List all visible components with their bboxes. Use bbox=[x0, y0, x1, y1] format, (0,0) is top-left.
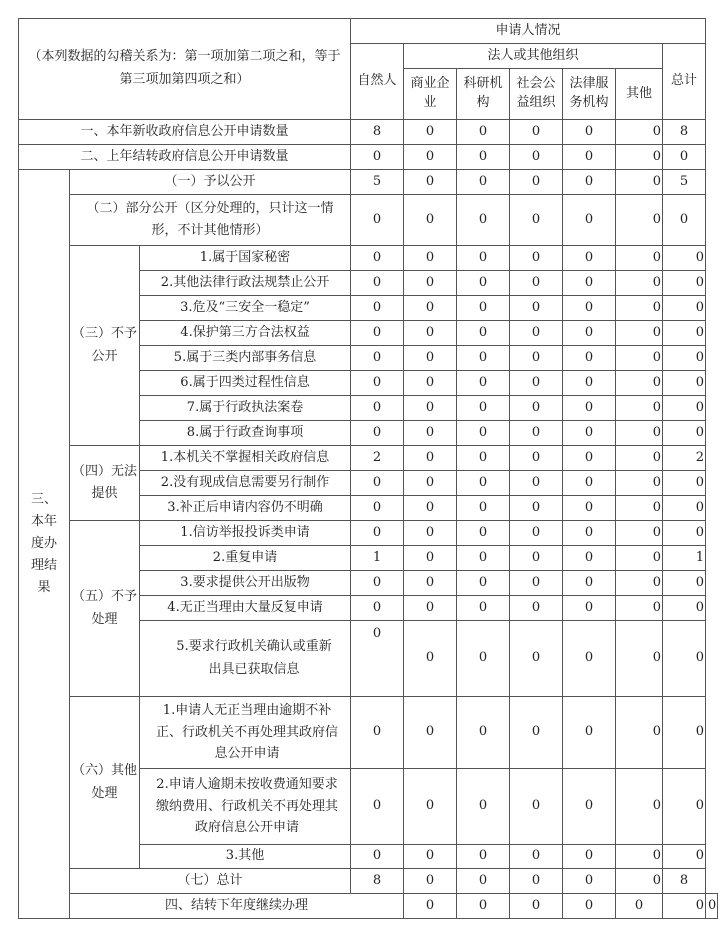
cell-commercial: 0 bbox=[404, 246, 457, 271]
cell-commercial: 0 bbox=[404, 546, 457, 571]
cell-total: 0 bbox=[663, 145, 706, 170]
cell-total: 2 bbox=[663, 446, 706, 471]
cell-research: 0 bbox=[457, 546, 510, 571]
header-natural: 自然人 bbox=[351, 44, 404, 120]
cell-social: 0 bbox=[510, 346, 563, 371]
cell-total: 0 bbox=[663, 697, 706, 769]
cell-commercial: 0 bbox=[404, 271, 457, 296]
cell-total: 5 bbox=[663, 170, 706, 195]
cell-natural: 0 bbox=[351, 421, 404, 446]
row-label: 2.没有现成信息需要另行制作 bbox=[140, 471, 351, 496]
table-row bbox=[19, 170, 718, 195]
section-five-no-label: （五）不予处理 bbox=[70, 521, 140, 697]
cell-total: 0 bbox=[706, 894, 718, 919]
cell-natural: 0 bbox=[351, 621, 404, 697]
row-label: 3.危及“三安全一稳定” bbox=[140, 296, 351, 321]
cell-social: 0 bbox=[510, 246, 563, 271]
cell-law: 0 bbox=[563, 170, 616, 195]
cell-commercial: 0 bbox=[404, 596, 457, 621]
cell-social: 0 bbox=[510, 596, 563, 621]
cell-other: 0 bbox=[616, 271, 663, 296]
row-label: 1.本机关不掌握相关政府信息 bbox=[140, 446, 351, 471]
cell-research: 0 bbox=[457, 521, 510, 546]
cell-law: 0 bbox=[563, 845, 616, 869]
cell-research: 0 bbox=[457, 396, 510, 421]
cell-total: 0 bbox=[663, 195, 706, 246]
cell-social: 0 bbox=[510, 296, 563, 321]
cell-social: 0 bbox=[510, 845, 563, 869]
row-label: （七）总计 bbox=[70, 869, 351, 894]
cell-total: 0 bbox=[663, 396, 706, 421]
cell-research: 0 bbox=[457, 845, 510, 869]
cell-social: 0 bbox=[510, 621, 563, 697]
cell-natural: 0 bbox=[351, 296, 404, 321]
cell-other: 0 bbox=[616, 521, 663, 546]
row-label: 1.信访举报投诉类申请 bbox=[140, 521, 351, 546]
cell-research: 0 bbox=[457, 769, 510, 845]
cell-other: 0 bbox=[616, 170, 663, 195]
cell-total: 0 bbox=[663, 496, 706, 521]
row-label: 5.要求行政机关确认或重新出具已获取信息 bbox=[140, 621, 351, 697]
cell-other: 0 bbox=[616, 596, 663, 621]
cell-natural: 0 bbox=[351, 396, 404, 421]
row-label: 3.其他 bbox=[140, 845, 351, 869]
row-label: 1.申请人无正当理由逾期不补正、行政机关不再处理其政府信息公开申请 bbox=[140, 697, 351, 769]
cell-law: 0 bbox=[563, 596, 616, 621]
cell-law: 0 bbox=[563, 346, 616, 371]
cell-law: 0 bbox=[563, 446, 616, 471]
cell-other: 0 bbox=[616, 869, 663, 894]
table-row bbox=[19, 521, 718, 546]
cell-research: 0 bbox=[457, 869, 510, 894]
table-row bbox=[19, 869, 718, 894]
cell-total: 0 bbox=[663, 371, 706, 396]
cell-social: 0 bbox=[510, 769, 563, 845]
section-six-other-label: （六）其他处理 bbox=[70, 697, 140, 869]
cell-commercial: 0 bbox=[404, 621, 457, 697]
cell-law: 0 bbox=[563, 421, 616, 446]
cell-commercial: 0 bbox=[404, 521, 457, 546]
cell-natural: 0 bbox=[351, 845, 404, 869]
cell-law: 0 bbox=[563, 769, 616, 845]
cell-research: 0 bbox=[457, 471, 510, 496]
cell-other: 0 bbox=[663, 894, 706, 919]
header-total: 总计 bbox=[663, 44, 706, 120]
cell-commercial: 0 bbox=[404, 471, 457, 496]
cell-research: 0 bbox=[457, 596, 510, 621]
report-table-wrapper bbox=[18, 18, 718, 919]
table-row bbox=[19, 446, 718, 471]
cell-social: 0 bbox=[510, 869, 563, 894]
cell-total: 1 bbox=[663, 546, 706, 571]
cell-social: 0 bbox=[510, 371, 563, 396]
cell-other: 0 bbox=[616, 546, 663, 571]
row-label: 6.属于四类过程性信息 bbox=[140, 371, 351, 396]
cell-law: 0 bbox=[563, 321, 616, 346]
cell-social: 0 bbox=[510, 496, 563, 521]
cell-total: 0 bbox=[663, 421, 706, 446]
row-label: 4.保护第三方合法权益 bbox=[140, 321, 351, 346]
row-label: 2.其他法律行政法规禁止公开 bbox=[140, 271, 351, 296]
header-social: 社会公益组织 bbox=[510, 69, 563, 120]
cell-natural: 0 bbox=[351, 195, 404, 246]
cell-natural: 0 bbox=[351, 246, 404, 271]
cell-natural: 0 bbox=[351, 371, 404, 396]
cell-research: 0 bbox=[457, 446, 510, 471]
cell-social: 0 bbox=[510, 271, 563, 296]
cell-total: 0 bbox=[663, 621, 706, 697]
cell-total: 0 bbox=[663, 346, 706, 371]
cell-natural: 0 bbox=[351, 571, 404, 596]
row-label: 四、结转下年度继续办理 bbox=[70, 894, 404, 919]
cell-research: 0 bbox=[510, 894, 563, 919]
cell-law: 0 bbox=[563, 120, 616, 145]
cell-social: 0 bbox=[510, 546, 563, 571]
cell-other: 0 bbox=[616, 396, 663, 421]
row-label: 3.补正后申请内容仍不明确 bbox=[140, 496, 351, 521]
cell-research: 0 bbox=[457, 145, 510, 170]
cell-other: 0 bbox=[616, 195, 663, 246]
cell-commercial: 0 bbox=[404, 120, 457, 145]
cell-research: 0 bbox=[457, 371, 510, 396]
cell-law: 0 bbox=[563, 546, 616, 571]
cell-other: 0 bbox=[616, 296, 663, 321]
table-row bbox=[19, 894, 718, 919]
cell-commercial: 0 bbox=[404, 296, 457, 321]
cell-law: 0 bbox=[563, 621, 616, 697]
cell-total: 0 bbox=[663, 521, 706, 546]
cell-research: 0 bbox=[457, 571, 510, 596]
header-note: （本列数据的勾稽关系为：第一项加第二项之和，等于第三项加第四项之和） bbox=[19, 19, 351, 120]
cell-natural: 0 bbox=[404, 894, 457, 919]
cell-natural: 0 bbox=[351, 321, 404, 346]
cell-other: 0 bbox=[616, 697, 663, 769]
section-four-no-label: （四）无法提供 bbox=[70, 446, 140, 521]
header-research: 科研机构 bbox=[457, 69, 510, 120]
table-row bbox=[19, 120, 718, 145]
cell-law: 0 bbox=[563, 396, 616, 421]
cell-research: 0 bbox=[457, 195, 510, 246]
cell-commercial: 0 bbox=[404, 571, 457, 596]
cell-natural: 2 bbox=[351, 446, 404, 471]
cell-natural: 8 bbox=[351, 869, 404, 894]
cell-social: 0 bbox=[510, 571, 563, 596]
cell-total: 0 bbox=[663, 271, 706, 296]
cell-social: 0 bbox=[563, 894, 616, 919]
cell-other: 0 bbox=[616, 571, 663, 596]
cell-research: 0 bbox=[457, 421, 510, 446]
cell-other: 0 bbox=[616, 446, 663, 471]
cell-commercial: 0 bbox=[404, 869, 457, 894]
cell-commercial: 0 bbox=[404, 845, 457, 869]
cell-commercial: 0 bbox=[404, 769, 457, 845]
cell-total: 0 bbox=[663, 296, 706, 321]
cell-law: 0 bbox=[563, 697, 616, 769]
cell-law: 0 bbox=[563, 521, 616, 546]
cell-natural: 0 bbox=[351, 596, 404, 621]
cell-total: 0 bbox=[663, 471, 706, 496]
table-row bbox=[19, 195, 718, 246]
table-row bbox=[19, 697, 718, 769]
cell-total: 0 bbox=[663, 845, 706, 869]
cell-natural: 0 bbox=[351, 769, 404, 845]
cell-social: 0 bbox=[510, 396, 563, 421]
cell-natural: 8 bbox=[351, 120, 404, 145]
row-label: 5.属于三类内部事务信息 bbox=[140, 346, 351, 371]
header-law: 法律服务机构 bbox=[563, 69, 616, 120]
cell-commercial: 0 bbox=[404, 396, 457, 421]
cell-research: 0 bbox=[457, 120, 510, 145]
cell-research: 0 bbox=[457, 346, 510, 371]
cell-commercial: 0 bbox=[457, 894, 510, 919]
cell-social: 0 bbox=[510, 521, 563, 546]
cell-natural: 0 bbox=[351, 471, 404, 496]
cell-social: 0 bbox=[510, 446, 563, 471]
row-label: 8.属于行政查询事项 bbox=[140, 421, 351, 446]
cell-commercial: 0 bbox=[404, 496, 457, 521]
cell-law: 0 bbox=[563, 271, 616, 296]
cell-law: 0 bbox=[616, 894, 663, 919]
cell-law: 0 bbox=[563, 471, 616, 496]
cell-other: 0 bbox=[616, 621, 663, 697]
cell-total: 0 bbox=[663, 769, 706, 845]
cell-law: 0 bbox=[563, 195, 616, 246]
cell-law: 0 bbox=[563, 145, 616, 170]
cell-law: 0 bbox=[563, 296, 616, 321]
section-three-no-label: （三）不予公开 bbox=[70, 246, 140, 446]
cell-law: 0 bbox=[563, 371, 616, 396]
cell-research: 0 bbox=[457, 321, 510, 346]
cell-total: 8 bbox=[663, 120, 706, 145]
cell-social: 0 bbox=[510, 321, 563, 346]
cell-social: 0 bbox=[510, 120, 563, 145]
row-label: （一）予以公开 bbox=[70, 170, 351, 195]
row-label: 3.要求提供公开出版物 bbox=[140, 571, 351, 596]
cell-total: 0 bbox=[663, 321, 706, 346]
row-label: 2.重复申请 bbox=[140, 546, 351, 571]
cell-law: 0 bbox=[563, 869, 616, 894]
cell-research: 0 bbox=[457, 621, 510, 697]
cell-social: 0 bbox=[510, 421, 563, 446]
row-label: 4.无正当理由大量反复申请 bbox=[140, 596, 351, 621]
cell-natural: 5 bbox=[351, 170, 404, 195]
cell-other: 0 bbox=[616, 845, 663, 869]
cell-social: 0 bbox=[510, 170, 563, 195]
cell-social: 0 bbox=[510, 471, 563, 496]
cell-other: 0 bbox=[616, 421, 663, 446]
cell-research: 0 bbox=[457, 271, 510, 296]
header-commercial: 商业企业 bbox=[404, 69, 457, 120]
cell-law: 0 bbox=[563, 496, 616, 521]
cell-research: 0 bbox=[457, 246, 510, 271]
cell-other: 0 bbox=[616, 496, 663, 521]
cell-commercial: 0 bbox=[404, 446, 457, 471]
row-label: 一、本年新收政府信息公开申请数量 bbox=[19, 120, 351, 145]
cell-other: 0 bbox=[616, 371, 663, 396]
cell-natural: 1 bbox=[351, 546, 404, 571]
cell-natural: 0 bbox=[351, 521, 404, 546]
cell-research: 0 bbox=[457, 296, 510, 321]
cell-other: 0 bbox=[616, 246, 663, 271]
cell-total: 0 bbox=[663, 596, 706, 621]
cell-total: 8 bbox=[663, 869, 706, 894]
header-applicant: 申请人情况 bbox=[351, 19, 706, 44]
cell-commercial: 0 bbox=[404, 195, 457, 246]
cell-commercial: 0 bbox=[404, 346, 457, 371]
cell-research: 0 bbox=[457, 170, 510, 195]
header-other: 其他 bbox=[616, 69, 663, 120]
section-three-label: 三、本年度办理结果 bbox=[19, 170, 70, 919]
cell-commercial: 0 bbox=[404, 321, 457, 346]
cell-social: 0 bbox=[510, 145, 563, 170]
cell-other: 0 bbox=[616, 471, 663, 496]
cell-research: 0 bbox=[457, 697, 510, 769]
cell-social: 0 bbox=[510, 697, 563, 769]
disclosure-stats-table bbox=[18, 18, 718, 919]
row-label: 7.属于行政执法案卷 bbox=[140, 396, 351, 421]
row-label: 2.申请人逾期未按收费通知要求缴纳费用、行政机关不再处理其政府信息公开申请 bbox=[140, 769, 351, 845]
cell-natural: 0 bbox=[351, 145, 404, 170]
header-legal: 法人或其他组织 bbox=[404, 44, 663, 69]
cell-commercial: 0 bbox=[404, 371, 457, 396]
cell-other: 0 bbox=[616, 346, 663, 371]
cell-social: 0 bbox=[510, 195, 563, 246]
row-label: （二）部分公开（区分处理的，只计这一情形，不计其他情形） bbox=[70, 195, 351, 246]
cell-natural: 0 bbox=[351, 346, 404, 371]
cell-other: 0 bbox=[616, 769, 663, 845]
header-row-1 bbox=[19, 19, 718, 44]
cell-research: 0 bbox=[457, 496, 510, 521]
cell-commercial: 0 bbox=[404, 170, 457, 195]
cell-other: 0 bbox=[616, 145, 663, 170]
cell-natural: 0 bbox=[351, 271, 404, 296]
cell-other: 0 bbox=[616, 120, 663, 145]
cell-law: 0 bbox=[563, 571, 616, 596]
cell-law: 0 bbox=[563, 246, 616, 271]
cell-total: 0 bbox=[663, 571, 706, 596]
cell-total: 0 bbox=[663, 246, 706, 271]
table-row bbox=[19, 246, 718, 271]
row-label: 1.属于国家秘密 bbox=[140, 246, 351, 271]
table-row bbox=[19, 145, 718, 170]
row-label: 二、上年结转政府信息公开申请数量 bbox=[19, 145, 351, 170]
cell-commercial: 0 bbox=[404, 145, 457, 170]
cell-natural: 0 bbox=[351, 496, 404, 521]
cell-commercial: 0 bbox=[404, 697, 457, 769]
cell-natural: 0 bbox=[351, 697, 404, 769]
cell-other: 0 bbox=[616, 321, 663, 346]
cell-commercial: 0 bbox=[404, 421, 457, 446]
